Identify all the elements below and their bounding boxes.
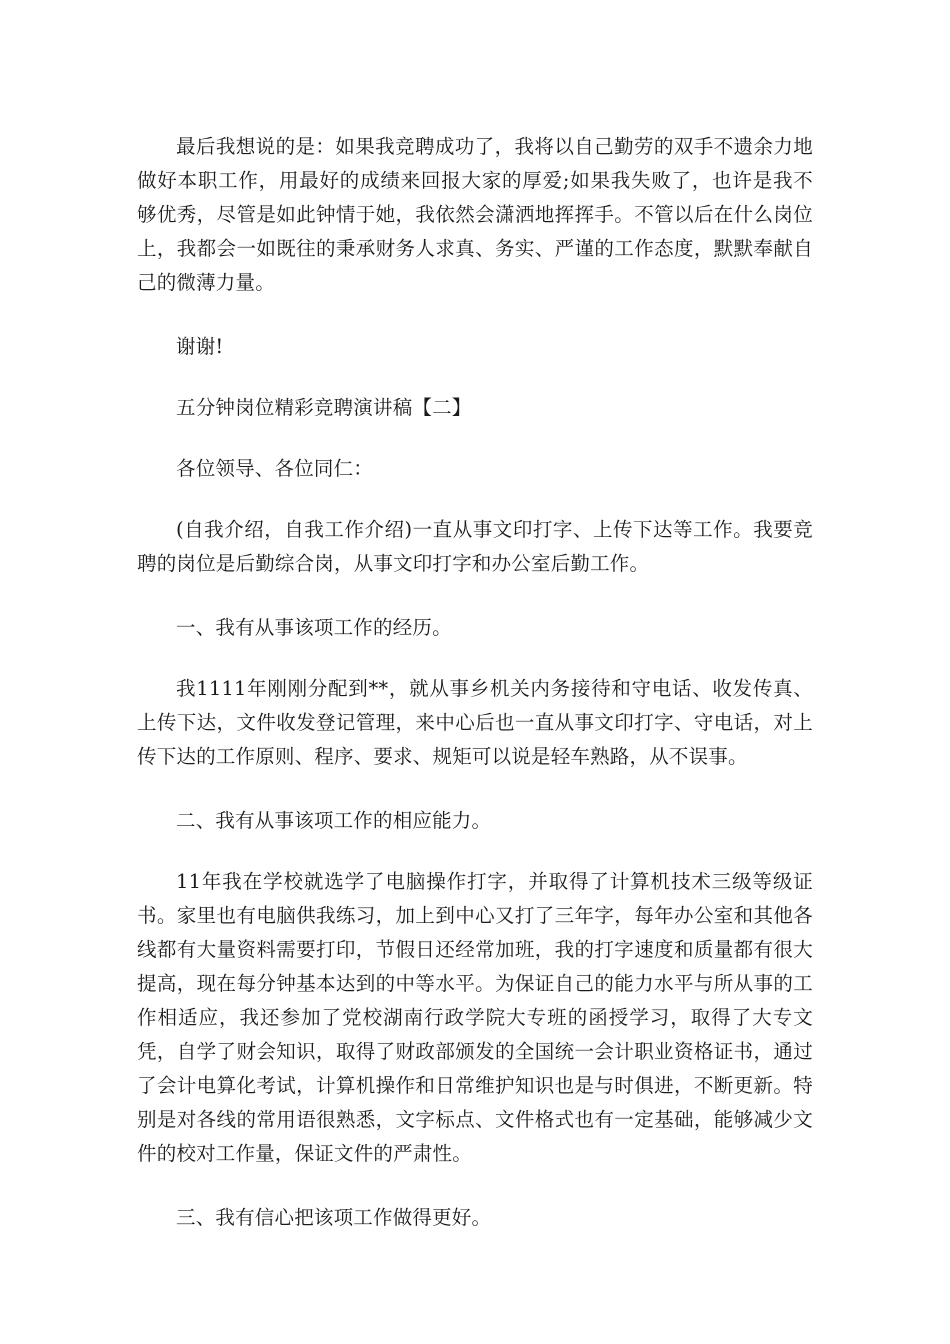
document-body	[137, 130, 813, 1262]
paragraph-experience: 我1111年刚刚分配到**，就从事乡机关内务接待和守电话、收发传真、上传下达，文件收发登记管理，来中心后也一直从事文印打字、守电话，对上传下达的工作原则、程序、要求、规矩可以说是轻车熟路，从不误事。	[137, 677, 813, 768]
heading-point-one: 一、我有从事该项工作的经历。	[176, 616, 452, 639]
paragraph-introduction: (自我介绍，自我工作介绍)一直从事文印打字、上传下达等工作。我要竞聘的岗位是后勤综合岗，从事文印打字和办公室后勤工作。	[137, 518, 813, 575]
paragraph-closing-remarks: 最后我想说的是：如果我竞聘成功了，我将以自己勤劳的双手不遗余力地做好本职工作，用最好的成绩来回报大家的厚爱;如果我失败了，也许是我不够优秀，尽管是如此钟情于她，我依然会潇洒地挥挥手。不管以后在什么岗位上，我都会一如既往的秉承财务人求真、务实、严谨的工作态度，默默奉献自己的微薄力量。	[137, 135, 813, 294]
paragraph-thanks: 谢谢!	[176, 335, 224, 358]
heading-point-two: 二、我有从事该项工作的相应能力。	[176, 809, 492, 832]
paragraph-salutation: 各位领导、各位同仁：	[176, 457, 374, 480]
heading-point-three: 三、我有信心把该项工作做得更好。	[176, 1206, 492, 1229]
paragraph-ability: 11年我在学校就选学了电脑操作打字，并取得了计算机技术三级等级证书。家里也有电脑供我练习，加上到中心又打了三年字，每年办公室和其他各线都有大量资料需要打印，节假日还经常加班，我的打字速度和质量都有很大提高，现在每分钟基本达到的中等水平。为保证自己的能力水平与所从事的工作相适应，我还参加了党校湖南行政学院大专班的函授学习，取得了大专文凭，自学了财会知识，取得了财政部颁发的全国统一会计职业资格证书，通过了会计电算化考试，计算机操作和日常维护知识也是与时俱进，不断更新。特别是对各线的常用语很熟悉，文字标点、文件格式也有一定基础，能够减少文件的校对工作量，保证文件的严肃性。	[137, 870, 813, 1165]
section-title: 五分钟岗位精彩竞聘演讲稿【二】	[176, 396, 472, 419]
